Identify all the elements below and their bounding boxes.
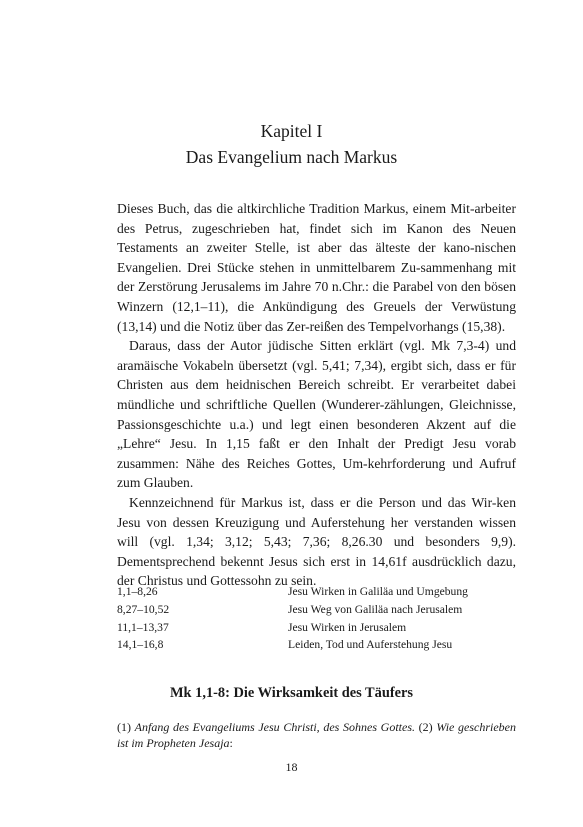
paragraph: Daraus, dass der Autor jüdische Sitten erklärt (vgl. Mk 7,3-4) und aramäische Vokabeln übersetzt (vgl. 5,41; 7,34), ergibt sich, dass er für Christen aus dem heidnischen Bereich schreibt. Er verarbeitet dabei mündliche und schriftliche Quellen (Wunderer-zählungen, Gleichnisse, Passionsgeschichte u.a.) und legt einen besonderen Akzent auf die „Lehre“ Jesu. In 1,15 faßt er den Inhalt der Predigt Jesu vorab zusammen: Nähe des Reiches Gottes, Um-kehrforderung und Aufruf zum Glauben. (117, 338, 516, 491)
outline-desc: Leiden, Tod und Auferstehung Jesu (288, 638, 453, 652)
page-number: 18 (285, 760, 298, 774)
section-heading: Mk 1,1-8: Die Wirksamkeit des Täufers (169, 685, 414, 701)
outline-desc: Jesu Wirken in Jerusalem (288, 620, 407, 634)
outline-desc: Jesu Wirken in Galiläa und Umgebung (288, 585, 468, 598)
gospel-outline (117, 583, 516, 654)
outline-ref: 1,1–8,26 (117, 585, 158, 598)
outline-row (117, 636, 516, 654)
verse-number: (2) (415, 720, 437, 734)
outline-row (117, 601, 516, 619)
verse-text: Wie geschrieben ist im Propheten Jesaja (117, 720, 517, 750)
chapter-number: Kapitel I (260, 121, 323, 141)
paragraph: Kennzeichnend für Markus ist, dass er die Person und das Wir-ken Jesu von dessen Kreuzigung und Auferstehung her verstanden wissen will (vgl. 1,34; 3,12; 5,43; 7,36; 8,26.30 und besonders 9,9). Dementsprechend bekennt Jesus sich erst in 14,61f ausdrücklich dazu, der Christus und Gottessohn zu sein. (117, 494, 516, 589)
punctuation: : (229, 736, 233, 750)
outline-row (117, 583, 516, 601)
verse-number: (1) (117, 720, 135, 734)
paragraph: Dieses Buch, das die altkirchliche Tradition Markus, einem Mit-arbeiter des Petrus, zugeschrieben hat, findet sich im Kanon des Neuen Testaments an zweiter Stelle, ist aber das älteste der kano-nischen Evangelien. Drei Stücke stehen in unmittelbarem Zu-sammenhang mit der Zerstörung Jerusalems im Jahre 70 n.Chr.: die Parabel von den bösen Winzern (12,1–11), die Ankündigung des Greuels der Verwüstung (13,14) und die Notiz über das Zer-reißen des Tempelvorhangs (15,38). (117, 201, 516, 334)
outline-ref: 14,1–16,8 (117, 638, 164, 652)
outline-ref: 8,27–10,52 (117, 602, 170, 616)
intro-text (117, 199, 516, 591)
outline-desc: Jesu Weg von Galiläa nach Jerusalem (288, 602, 463, 616)
bible-text (117, 719, 516, 751)
chapter-title: Das Evangelium nach Markus (185, 147, 398, 167)
outline-ref: 11,1–13,37 (117, 620, 169, 634)
outline-row (117, 619, 516, 637)
verse-text: Anfang des Evangeliums Jesu Christi, des Sohnes Gottes. (134, 720, 416, 734)
